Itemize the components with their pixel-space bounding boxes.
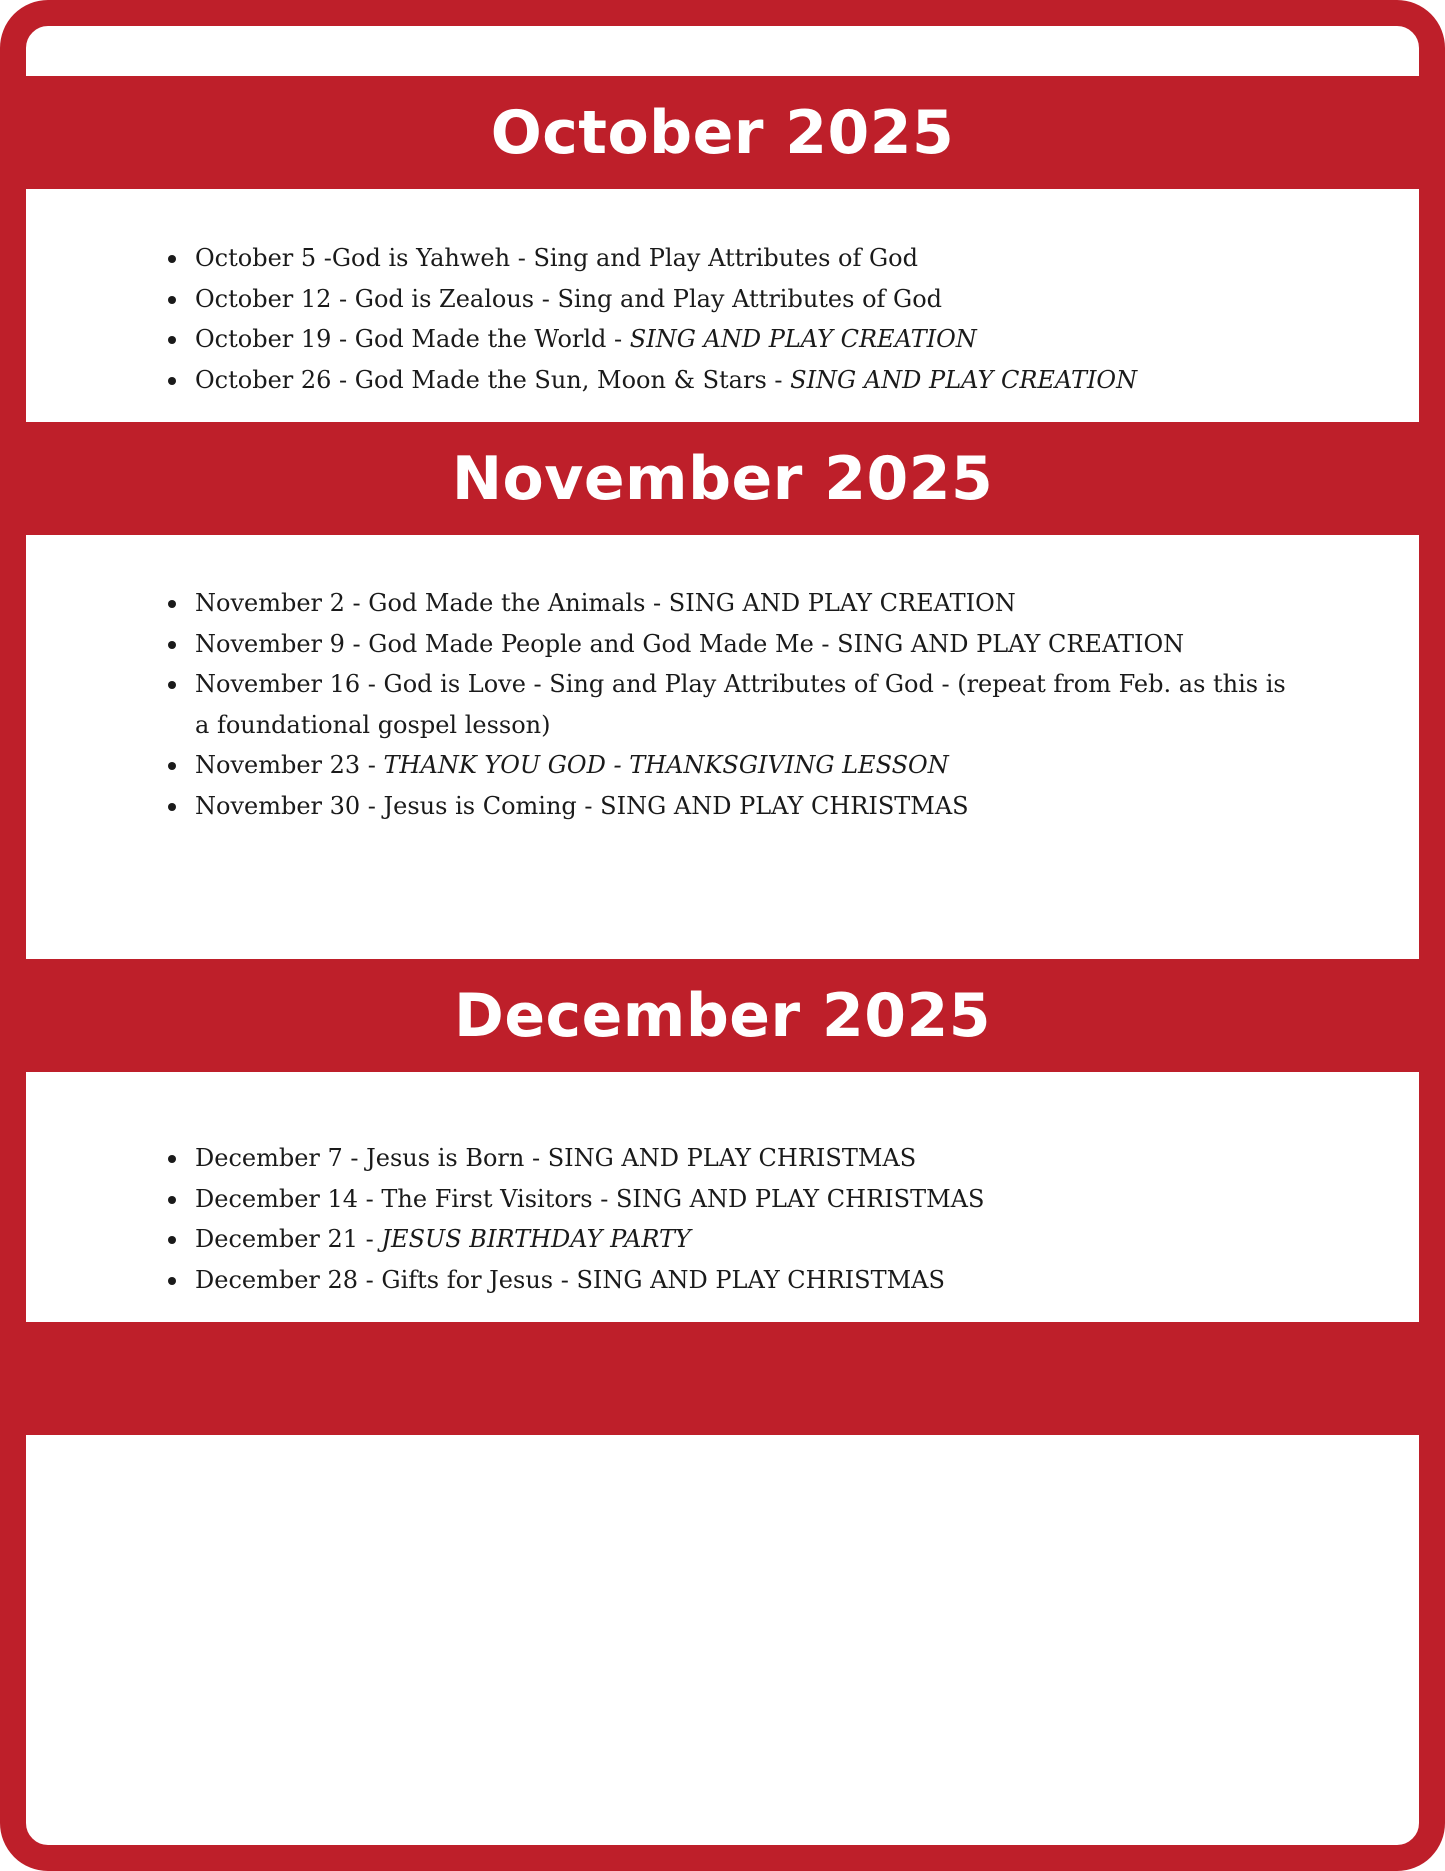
list-item <box>195 238 1295 279</box>
lesson-series: JESUS BIRTHDAY PARTY <box>381 1225 691 1253</box>
list-item <box>195 786 1295 827</box>
lesson-text: December 21 - <box>195 1225 382 1253</box>
list-item <box>195 583 1295 624</box>
lesson-text: November 23 - <box>195 751 384 779</box>
list-item <box>195 279 1295 320</box>
lesson-text: November 16 - God is Love - Sing and Play Attributes of God - (repeat from Feb. as this is a foundational gospel lesson) <box>195 670 1286 739</box>
list-item <box>195 1260 1295 1301</box>
lesson-text: October 19 - God Made the World - <box>195 325 630 353</box>
lesson-text: December 7 - Jesus is Born - SING AND PLAY CHRISTMAS <box>195 1144 917 1172</box>
lesson-series: THANK YOU GOD - THANKSGIVING LESSON <box>383 751 949 779</box>
list-item <box>195 664 1295 745</box>
november-lesson-list <box>195 583 1295 826</box>
list-item <box>195 1138 1295 1179</box>
november-title: November 2025 <box>451 443 994 514</box>
list-item <box>195 1219 1295 1260</box>
november-header-band <box>26 422 1419 535</box>
list-item <box>195 1179 1295 1220</box>
october-header-band <box>26 76 1419 189</box>
list-item <box>195 624 1295 665</box>
lesson-series: SING AND PLAY CREATION <box>790 365 1138 394</box>
list-item <box>195 360 1295 401</box>
empty-header-band <box>26 1322 1419 1435</box>
lesson-text: October 5 -God is Yahweh - Sing and Play Attributes of God <box>195 244 918 272</box>
lesson-text: October 26 - God Made the Sun, Moon & Stars - <box>195 365 791 394</box>
lesson-text: December 14 - The First Visitors - SING AND PLAY CHRISTMAS <box>195 1184 985 1213</box>
list-item <box>195 319 1295 360</box>
lesson-text: October 12 - God is Zealous - Sing and Play Attributes of God <box>195 284 943 313</box>
lesson-text: December 28 - Gifts for Jesus - SING AND PLAY CHRISTMAS <box>195 1265 945 1294</box>
list-item <box>195 745 1295 786</box>
december-title: December 2025 <box>454 980 991 1051</box>
lesson-text: November 2 - God Made the Animals - SING AND PLAY CREATION <box>195 589 1016 617</box>
october-lesson-list <box>195 238 1295 400</box>
october-title: October 2025 <box>490 97 955 168</box>
lesson-series: SING AND PLAY CREATION <box>629 325 977 353</box>
december-lesson-list <box>195 1138 1295 1300</box>
lesson-text: November 9 - God Made People and God Made Me - SING AND PLAY CREATION <box>195 629 1185 658</box>
lesson-text: November 30 - Jesus is Coming - SING AND PLAY CHRISTMAS <box>195 791 969 820</box>
december-header-band <box>26 959 1419 1072</box>
